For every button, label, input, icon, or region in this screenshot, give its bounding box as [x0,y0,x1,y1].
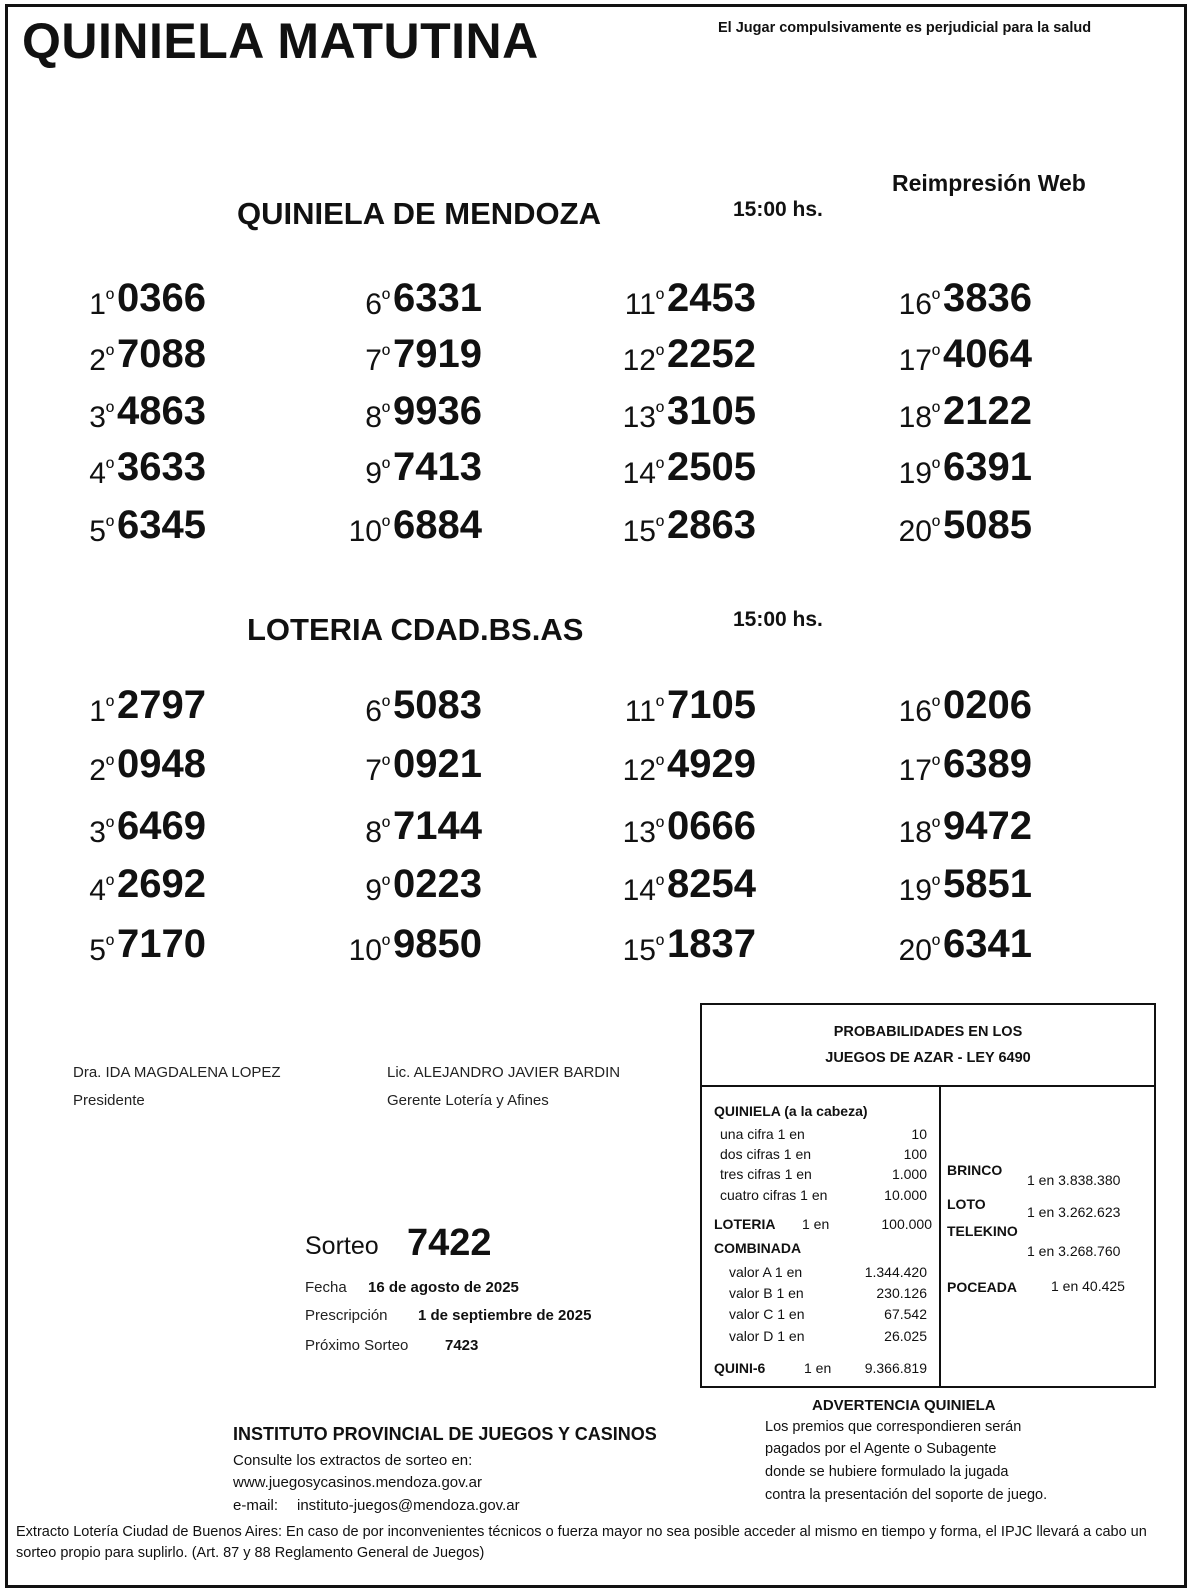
draw-number: 0223 [393,862,482,906]
draw-number: 3105 [667,389,756,433]
ordinal-mark: º [931,693,940,718]
draw-position-number: 11 [624,288,656,321]
draw-number: 4929 [667,742,756,786]
quini6-prob-label: QUINI-6 [714,1360,766,1376]
ordinal-mark: º [655,513,664,538]
draw-result [62,862,222,912]
combinada-prob-value: 230.126 [876,1285,927,1301]
draw-number: 2692 [117,862,206,906]
signature-name-1: Dra. IDA MAGDALENA LOPEZ [73,1064,281,1081]
draw-position-number: 12 [622,344,656,377]
ordinal-mark: º [105,399,114,424]
draw-number: 7144 [393,804,482,848]
ordinal-mark: º [381,399,390,424]
ordinal-mark: º [931,513,940,538]
advertencia-line: donde se hubiere formulado la jugada [765,1464,1009,1480]
draw-position [612,695,664,729]
draw-number: 2797 [117,683,206,727]
quiniela-prob-title: QUINIELA (a la cabeza) [714,1103,868,1119]
ordinal-mark: º [381,286,390,311]
draw-position [338,515,390,549]
ordinal-mark: º [655,814,664,839]
section-title-loteria: LOTERIA CDAD.BS.AS [247,612,584,647]
poceada-prob-label: POCEADA [947,1279,1018,1295]
institute-email-link[interactable]: instituto-juegos@mendoza.gov.ar [297,1497,520,1514]
draw-position [62,515,114,549]
proximo-sorteo-label: Próximo Sorteo [305,1337,409,1354]
draw-position-number: 13 [622,401,656,434]
draw-result [62,445,222,495]
draw-position-number: 16 [898,288,932,321]
draw-position-number: 3 [89,816,106,849]
draw-position-number: 7 [365,344,382,377]
draw-result [888,445,1048,495]
draw-position-number: 9 [365,874,382,907]
ordinal-mark: º [931,286,940,311]
draw-result [612,332,772,382]
fecha-label: Fecha [305,1279,347,1296]
draw-position [612,288,664,322]
draw-position-number: 8 [365,401,382,434]
prescripcion-value: 1 de septiembre de 2025 [418,1307,592,1324]
draw-result [612,389,772,439]
quiniela-prob-value: 10.000 [884,1187,927,1203]
draw-position [62,401,114,435]
sorteo-number: 7422 [407,1222,492,1264]
draw-result [338,862,498,912]
draw-position-number: 2 [89,344,106,377]
ordinal-mark: º [105,872,114,897]
draw-position [888,816,940,850]
draw-position-number: 12 [622,754,656,787]
draw-position [62,344,114,378]
draw-position [338,401,390,435]
draw-result [888,742,1048,792]
ordinal-mark: º [381,752,390,777]
ordinal-mark: º [931,814,940,839]
ordinal-mark: º [655,693,664,718]
probabilities-left-column [702,1087,941,1386]
draw-number: 6389 [943,742,1032,786]
ordinal-mark: º [655,932,664,957]
draw-result [338,332,498,382]
draw-position-number: 18 [898,816,932,849]
draw-number: 5085 [943,503,1032,547]
draw-position-number: 20 [898,934,932,967]
draw-position-number: 17 [898,344,932,377]
draw-result [888,922,1048,972]
draw-position-number: 5 [89,515,106,548]
draw-number: 7105 [667,683,756,727]
combinada-prob-label: valor C 1 en [729,1306,805,1322]
draw-number: 3836 [943,276,1032,320]
draw-number: 7170 [117,922,206,966]
ordinal-mark: º [931,455,940,480]
draw-result [62,389,222,439]
ordinal-mark: º [105,932,114,957]
ordinal-mark: º [105,693,114,718]
page-title: QUINIELA MATUTINA [22,13,539,69]
draw-position-number: 20 [898,515,932,548]
ordinal-mark: º [381,342,390,367]
advertencia-title: ADVERTENCIA QUINIELA [812,1397,996,1414]
draw-number: 6345 [117,503,206,547]
draw-result [62,804,222,854]
draw-result [62,683,222,733]
draw-position-number: 4 [89,874,106,907]
draw-number: 6391 [943,445,1032,489]
draw-position-number: 9 [365,457,382,490]
draw-position [338,754,390,788]
draw-result [338,389,498,439]
ordinal-mark: º [931,399,940,424]
health-warning: El Jugar compulsivamente es perjudicial para la salud [718,20,1092,36]
institute-website-link[interactable]: www.juegosycasinos.mendoza.gov.ar [233,1474,483,1491]
draw-result [888,804,1048,854]
ordinal-mark: º [381,513,390,538]
combinada-prob-label: valor A 1 en [729,1264,803,1280]
draw-number: 6341 [943,922,1032,966]
ordinal-mark: º [931,342,940,367]
quiniela-prob-label: tres cifras 1 en [720,1166,812,1182]
draw-position [612,515,664,549]
loteria-prob-text: 1 en [802,1216,830,1232]
draw-result [888,389,1048,439]
draw-number: 8254 [667,862,756,906]
draw-result [888,332,1048,382]
combinada-prob-title: COMBINADA [714,1240,802,1256]
ordinal-mark: º [655,286,664,311]
draw-number: 2453 [667,276,756,320]
draw-position-number: 7 [365,754,382,787]
institute-info-line: Consulte los extractos de sorteo en: [233,1452,473,1469]
draw-result [612,503,772,553]
signature-role-2: Gerente Lotería y Afines [387,1092,549,1109]
draw-number: 7088 [117,332,206,376]
draw-number: 7919 [393,332,482,376]
draw-position-number: 8 [365,816,382,849]
ordinal-mark: º [105,513,114,538]
draw-position [62,288,114,322]
ordinal-mark: º [105,814,114,839]
draw-position [338,344,390,378]
draw-number: 6884 [393,503,482,547]
ordinal-mark: º [381,872,390,897]
draw-position-number: 10 [348,515,382,548]
loteria-prob-label: LOTERIA [714,1216,776,1232]
draw-position [338,695,390,729]
quini6-prob-value: 9.366.819 [864,1360,927,1376]
probabilities-heading-line1: PROBABILIDADES EN LOS [833,1024,1023,1040]
draw-number: 6469 [117,804,206,848]
draw-position [612,401,664,435]
loto-prob-label: LOTO [947,1196,986,1212]
quiniela-prob-label: dos cifras 1 en [720,1146,812,1162]
draw-position-number: 16 [898,695,932,728]
ordinal-mark: º [655,455,664,480]
draw-result [612,742,772,792]
ordinal-mark: º [105,342,114,367]
ordinal-mark: º [931,752,940,777]
draw-result [62,276,222,326]
draw-position [62,754,114,788]
institute-email-label: e-mail: [233,1497,279,1514]
institute-name: INSTITUTO PROVINCIAL DE JUEGOS Y CASINOS [233,1424,657,1444]
draw-position [612,457,664,491]
quiniela-prob-value: 10 [911,1126,927,1142]
combinada-prob-value: 26.025 [884,1328,927,1344]
draw-position-number: 1 [89,695,106,728]
draw-position [888,515,940,549]
draw-number: 5851 [943,862,1032,906]
draw-position-number: 19 [898,457,932,490]
advertencia-line: contra la presentación del soporte de juego. [765,1487,1048,1503]
ordinal-mark: º [655,399,664,424]
draw-number: 0921 [393,742,482,786]
draw-position [62,457,114,491]
draw-number: 4064 [943,332,1032,376]
combinada-prob-label: valor D 1 en [729,1328,805,1344]
draw-result [338,804,498,854]
draw-position [888,344,940,378]
ordinal-mark: º [381,455,390,480]
draw-position [62,816,114,850]
probabilities-box [700,1003,1156,1388]
draw-result [338,683,498,733]
brinco-prob-value: 1 en 3.838.380 [1027,1172,1121,1188]
quini6-prob-text: 1 en [804,1360,832,1376]
draw-number: 9472 [943,804,1032,848]
quiniela-prob-value: 1.000 [891,1166,927,1182]
draw-position-number: 3 [89,401,106,434]
proximo-sorteo-value: 7423 [445,1337,479,1354]
draw-position-number: 13 [622,816,656,849]
draw-position [62,695,114,729]
draw-number: 3633 [117,445,206,489]
ordinal-mark: º [655,752,664,777]
probabilities-heading [702,1005,1154,1087]
prescripcion-label: Prescripción [305,1307,388,1324]
draw-position [888,754,940,788]
quiniela-prob-label: cuatro cifras 1 en [720,1187,828,1203]
draw-position [888,934,940,968]
draw-result [62,332,222,382]
ordinal-mark: º [655,342,664,367]
draw-result [62,503,222,553]
draw-number: 7413 [393,445,482,489]
draw-number: 0948 [117,742,206,786]
quiniela-prob-label: una cifra 1 en [720,1126,805,1142]
draw-number: 1837 [667,922,756,966]
draw-result [612,922,772,972]
advertencia-line: pagados por el Agente o Subagente [765,1441,997,1457]
combinada-prob-value: 67.542 [884,1306,927,1322]
draw-result [612,445,772,495]
draw-number: 9936 [393,389,482,433]
draw-position [338,934,390,968]
ordinal-mark: º [931,932,940,957]
sorteo-label: Sorteo [305,1232,379,1260]
draw-number: 2863 [667,503,756,547]
draw-position-number: 14 [622,874,656,907]
draw-number: 4863 [117,389,206,433]
poceada-prob-value: 1 en 40.425 [1051,1278,1125,1294]
draw-position [338,288,390,322]
ordinal-mark: º [381,693,390,718]
draw-position-number: 5 [89,934,106,967]
draw-position [888,401,940,435]
draw-position [612,344,664,378]
draw-position-number: 10 [348,934,382,967]
draw-position-number: 1 [89,288,106,321]
draw-position-number: 4 [89,457,106,490]
draw-result [888,862,1048,912]
draw-position-number: 6 [365,695,382,728]
draw-position [338,816,390,850]
signature-role-1: Presidente [73,1092,145,1109]
draw-position [888,457,940,491]
ordinal-mark: º [931,872,940,897]
ordinal-mark: º [105,752,114,777]
draw-result [888,276,1048,326]
footer-note: Extracto Lotería Ciudad de Buenos Aires: En caso de por inconvenientes técnicos o fuerza mayor no sea posible acceder al mismo en tiempo y forma, el IPJC llevará a cabo un sorteo propio para suplirlo. (Art. 87 y 88 Reglamento General de Juegos) [16,1524,1147,1561]
ordinal-mark: º [105,286,114,311]
draw-number: 0666 [667,804,756,848]
draw-result [612,862,772,912]
ordinal-mark: º [655,872,664,897]
section-time-loteria: 15:00 hs. [733,608,823,631]
draw-result [338,922,498,972]
draw-result [62,922,222,972]
draw-result [338,445,498,495]
draw-result [338,276,498,326]
draw-position [612,754,664,788]
draw-position [338,874,390,908]
signature-name-2: Lic. ALEJANDRO JAVIER BARDIN [387,1064,621,1081]
draw-number: 2122 [943,389,1032,433]
ordinal-mark: º [105,455,114,480]
draw-position-number: 19 [898,874,932,907]
draw-position [612,816,664,850]
section-title-mendoza: QUINIELA DE MENDOZA [237,196,601,231]
draw-position [888,695,940,729]
draw-number: 6331 [393,276,482,320]
draw-position [888,874,940,908]
draw-result [338,503,498,553]
draw-position [888,288,940,322]
draw-result [338,742,498,792]
draw-result [612,276,772,326]
combinada-prob-value: 1.344.420 [864,1264,927,1280]
draw-position [62,874,114,908]
fecha-value: 16 de agosto de 2025 [368,1279,519,1296]
section-time-mendoza: 15:00 hs. [733,198,823,221]
brinco-prob-label: BRINCO [947,1162,1003,1178]
draw-position-number: 18 [898,401,932,434]
draw-result [888,683,1048,733]
ordinal-mark: º [381,932,390,957]
reprint-label: Reimpresión Web [892,170,1086,196]
loto-prob-value: 1 en 3.262.623 [1027,1204,1121,1220]
loteria-prob-value: 100.000 [881,1216,932,1232]
draw-number: 0366 [117,276,206,320]
advertencia-line: Los premios que correspondieren serán [765,1419,1022,1435]
draw-number: 2505 [667,445,756,489]
probabilities-heading-line2: JUEGOS DE AZAR - LEY 6490 [825,1050,1031,1066]
ordinal-mark: º [381,814,390,839]
draw-position-number: 2 [89,754,106,787]
draw-position [612,934,664,968]
combinada-prob-label: valor B 1 en [729,1285,804,1301]
draw-number: 5083 [393,683,482,727]
draw-number: 0206 [943,683,1032,727]
draw-position-number: 17 [898,754,932,787]
draw-result [62,742,222,792]
draw-result [612,683,772,733]
draw-result [888,503,1048,553]
draw-position [338,457,390,491]
draw-position-number: 14 [622,457,656,490]
draw-number: 9850 [393,922,482,966]
draw-position-number: 15 [622,934,656,967]
draw-position [612,874,664,908]
draw-position-number: 11 [624,695,656,728]
telekino-prob-value: 1 en 3.268.760 [1027,1243,1121,1259]
draw-number: 2252 [667,332,756,376]
draw-position [62,934,114,968]
quiniela-prob-value: 100 [903,1146,927,1162]
draw-position-number: 15 [622,515,656,548]
telekino-prob-label: TELEKINO [947,1223,1018,1239]
draw-result [612,804,772,854]
draw-position-number: 6 [365,288,382,321]
